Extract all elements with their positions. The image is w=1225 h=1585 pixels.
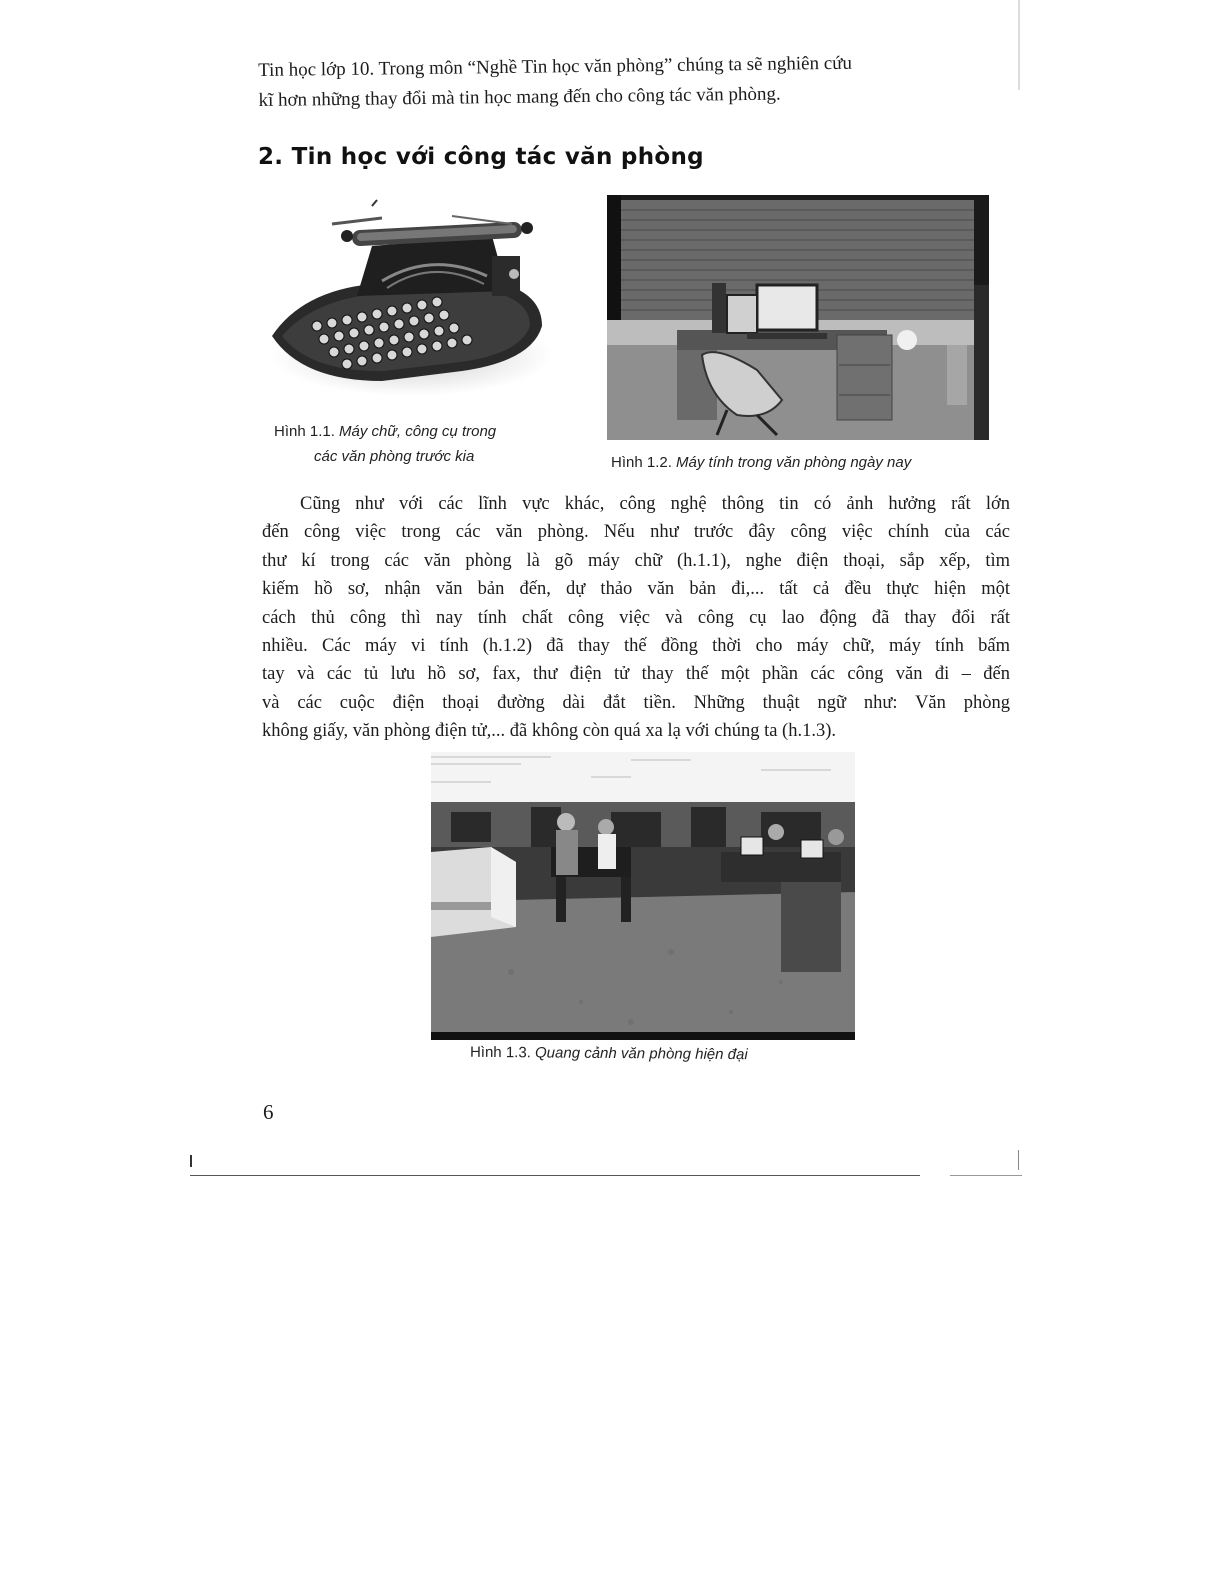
intro-line-1: Tin học lớp 10. Trong môn “Nghề Tin học văn phòng” chúng ta sẽ nghiên cứu: [258, 52, 853, 81]
figure-2-caption: [611, 454, 911, 471]
modern-office-photo-icon: [431, 752, 855, 1040]
figure-modern-office: [431, 752, 855, 1040]
intro-paragraph: [258, 47, 1029, 116]
page-number: 6: [263, 1100, 274, 1124]
body-line-8: và các cuộc điện thoại đường dài đắt tiền. Những thuật ngữ như: Văn phòng: [262, 692, 1010, 713]
figure-1-caption-line-1: [274, 423, 496, 440]
figure-1-caption-text-2: các văn phòng trước kia: [314, 448, 475, 465]
intro-line-2: kĩ hơn những thay đổi mà tin học mang đến cho công tác văn phòng.: [258, 83, 781, 111]
right-edge-mark: [1018, 0, 1020, 90]
office-computer-photo-icon: [607, 195, 989, 440]
left-corner-mark: [190, 1155, 192, 1167]
figure-3-caption-text: Quang cảnh văn phòng hiện đại: [534, 1044, 748, 1064]
body-line-6: nhiều. Các máy vi tính (h.1.2) đã thay thế đồng thời cho máy chữ, máy tính bấm: [262, 636, 1010, 657]
figure-office-computer: [607, 195, 989, 440]
right-corner-mark: [1018, 1150, 1019, 1170]
figure-1-caption-line-2: [314, 448, 474, 465]
body-line-3: thư kí trong các văn phòng là gõ máy chữ (h.1.1), nghe điện thoại, sắp xếp, tìm: [262, 550, 1010, 571]
typewriter-photo-icon: [262, 196, 552, 416]
figure-1-label: Hình 1.1.: [274, 423, 335, 440]
figure-3-label: Hình 1.3.: [469, 1043, 531, 1062]
figure-1-caption-text-1: Máy chữ, công cụ trong: [339, 423, 497, 440]
body-paragraph: [262, 490, 1010, 746]
figure-3-caption: [470, 1044, 748, 1063]
section-heading: 2. Tin học với công tác văn phòng: [258, 144, 704, 170]
figure-2-label: Hình 1.2.: [611, 454, 672, 471]
body-line-2: đến công việc trong các văn phòng. Nếu như trước đây công việc chính của các: [262, 522, 1010, 543]
figure-2-caption-text: Máy tính trong văn phòng ngày nay: [676, 454, 912, 471]
body-line-9: không giấy, văn phòng điện tử,... đã không còn quá xa lạ với chúng ta (h.1.3).: [262, 721, 837, 742]
bottom-rule: [190, 1175, 920, 1176]
body-line-1: Cũng như với các lĩnh vực khác, công nghệ thông tin có ảnh hưởng rất lớn: [300, 494, 1010, 514]
bottom-rule-short: [950, 1175, 1022, 1176]
figure-typewriter: [262, 196, 552, 416]
body-line-4: kiếm hồ sơ, nhận văn bản đến, dự thảo văn bản đi,... tất cả đều thực hiện một: [262, 579, 1010, 600]
body-line-5: cách thủ công thì nay tính chất công việc và công cụ lao động đã thay đổi rất: [262, 607, 1010, 628]
body-line-7: tay và các tủ lưu hồ sơ, fax, thư điện tử thay thế một phần các công văn đi – đến: [262, 664, 1010, 685]
